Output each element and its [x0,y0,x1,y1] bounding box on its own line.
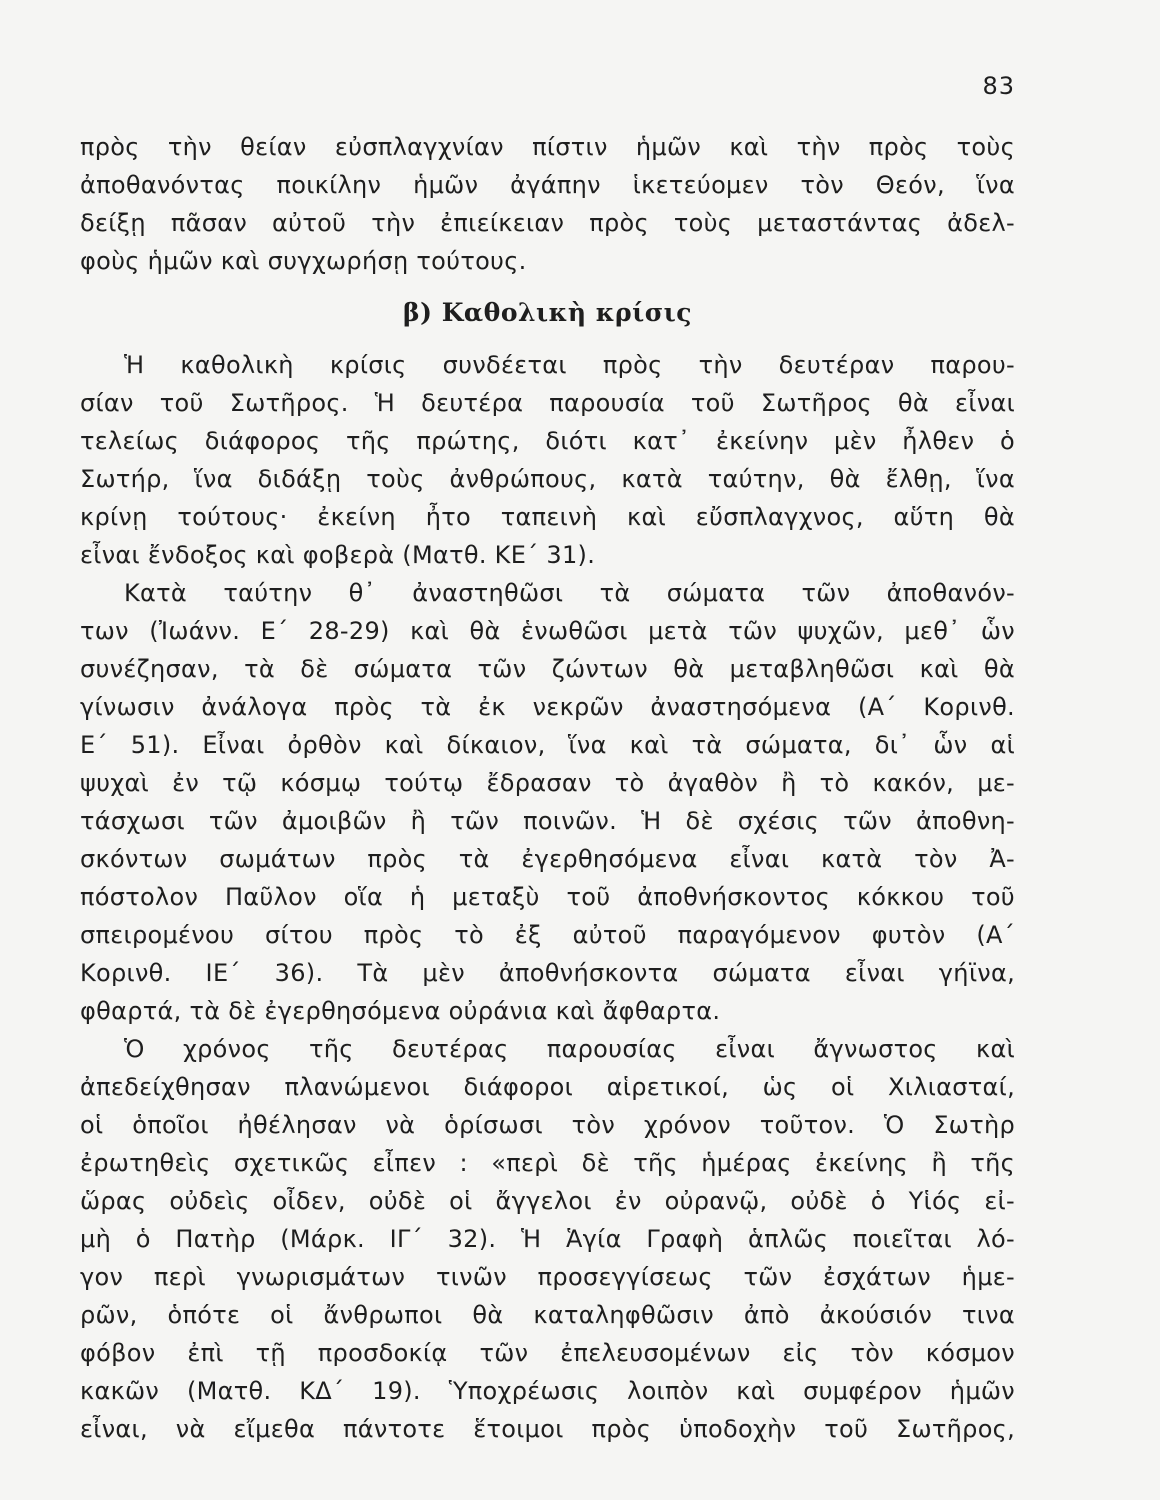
text-line: φθαρτά, τὰ δὲ ἐγερθησόμενα οὐράνια καὶ ἄφθαρτα. [80,997,721,1025]
text-line: συνέζησαν, τὰ δὲ σώματα τῶν ζώντων θὰ μεταβληθῶσι καὶ θὰ [80,655,1015,683]
paragraph-second-coming [80,346,1015,574]
paragraph-resurrection [80,574,1015,1030]
text-line: σκόντων σωμάτων πρὸς τὰ ἐγερθησόμενα εἶναι κατὰ τὸν Ἀ- [80,845,1015,873]
text-line: εἶναι, νὰ εἴμεθα πάντοτε ἕτοιμοι πρὸς ὑποδοχὴν τοῦ Σωτῆρος, [80,1415,1015,1443]
text-line: ρῶν, ὁπότε οἱ ἄνθρωποι θὰ καταληφθῶσιν ἀπὸ ἀκούσιόν τινα [80,1301,1015,1329]
text-line: δείξῃ πᾶσαν αὐτοῦ τὴν ἐπιείκειαν πρὸς τοὺς μεταστάντας ἀδελ- [80,209,1015,237]
text-line: γίνωσιν ἀνάλογα πρὸς τὰ ἐκ νεκρῶν ἀναστησόμενα (Α΄ Κορινθ. [80,693,1015,721]
text-line: ἐρωτηθεὶς σχετικῶς εἶπεν : «περὶ δὲ τῆς ἡμέρας ἐκείνης ἢ τῆς [80,1149,1015,1177]
text-line: Ἡ καθολικὴ κρίσις συνδέεται πρὸς τὴν δευτέραν παρου- [124,351,1015,379]
text-line: σίαν τοῦ Σωτῆρος. Ἡ δευτέρα παρουσία τοῦ Σωτῆρος θὰ εἶναι [80,389,1015,417]
text-line: πρὸς τὴν θείαν εὐσπλαγχνίαν πίστιν ἡμῶν καὶ τὴν πρὸς τοὺς [80,133,1015,161]
text-line: τάσχωσι τῶν ἀμοιβῶν ἢ τῶν ποινῶν. Ἡ δὲ σχέσις τῶν ἀποθνη- [80,807,1015,835]
text-line: ὥρας οὐδεὶς οἶδεν, οὐδὲ οἱ ἄγγελοι ἐν οὐρανῷ, οὐδὲ ὁ Υἱός εἰ- [80,1187,1015,1215]
text-line: ψυχαὶ ἐν τῷ κόσμῳ τούτῳ ἔδρασαν τὸ ἀγαθὸν ἢ τὸ κακόν, με- [80,769,1015,797]
section-heading-title: Καθολικὴ κρίσις [441,298,692,327]
text-line: μὴ ὁ Πατὴρ (Μάρκ. ΙΓ΄ 32). Ἡ Ἁγία Γραφὴ ἁπλῶς ποιεῖται λό- [80,1225,1015,1253]
text-line: οἱ ὁποῖοι ἠθέλησαν νὰ ὁρίσωσι τὸν χρόνον τοῦτον. Ὁ Σωτὴρ [80,1111,1015,1139]
paragraph-time-of-coming [80,1030,1015,1448]
text-line: φόβον ἐπὶ τῇ προσδοκίᾳ τῶν ἐπελευσομένων εἰς τὸν κόσμον [80,1339,1015,1367]
section-heading [80,280,1015,346]
text-line: Ὁ χρόνος τῆς δευτέρας παρουσίας εἶναι ἄγνωστος καὶ [124,1035,1015,1063]
text-line: κρίνῃ τούτους· ἐκείνη ἦτο ταπεινὴ καὶ εὔσπλαγχνος, αὕτη θὰ [80,503,1015,531]
text-line: τελείως διάφορος τῆς πρώτης, διότι κατ᾽ ἐκείνην μὲν ἦλθεν ὁ [80,427,1015,455]
text-line: ἀπεδείχθησαν πλανώμενοι διάφοροι αἱρετικοί, ὡς οἱ Χιλιασταί, [80,1073,1015,1101]
text-line: πόστολον Παῦλον οἵα ἡ μεταξὺ τοῦ ἀποθνήσκοντος κόκκου τοῦ [80,883,1015,911]
text-line: Ε΄ 51). Εἶναι ὀρθὸν καὶ δίκαιον, ἵνα καὶ τὰ σώματα, δι᾽ ὧν αἱ [80,731,1015,759]
text-line: Σωτήρ, ἵνα διδάξῃ τοὺς ἀνθρώπους, κατὰ ταύτην, θὰ ἔλθῃ, ἵνα [80,465,1015,493]
text-line: σπειρομένου σίτου πρὸς τὸ ἐξ αὐτοῦ παραγόμενον φυτὸν (Α΄ [80,921,1015,949]
text-line: εἶναι ἔνδοξος καὶ φοβερὰ (Ματθ. ΚΕ΄ 31). [80,541,596,569]
text-line: Κατὰ ταύτην θ᾽ ἀναστηθῶσι τὰ σώματα τῶν ἀποθανόν- [124,579,1015,607]
text-line: Κορινθ. ΙΕ΄ 36). Τὰ μὲν ἀποθνήσκοντα σώματα εἶναι γήϊνα, [80,959,1015,987]
text-line: των (Ἰωάνν. Ε΄ 28-29) καὶ θὰ ἑνωθῶσι μετὰ τῶν ψυχῶν, μεθ᾽ ὧν [80,617,1015,645]
section-heading-label: β) [403,298,433,327]
text-line: κακῶν (Ματθ. ΚΔ΄ 19). Ὑποχρέωσις λοιπὸν καὶ συμφέρον ἡμῶν [80,1377,1015,1405]
text-line: ἀποθανόντας ποικίλην ἡμῶν ἀγάπην ἱκετεύομεν τὸν Θεόν, ἵνα [80,171,1015,199]
page-text [80,128,1015,1448]
page-number: 83 [982,72,1015,100]
text-line: φοὺς ἡμῶν καὶ συγχωρήσῃ τούτους. [80,247,527,275]
text-line: γον περὶ γνωρισμάτων τινῶν προσεγγίσεως τῶν ἐσχάτων ἡμε- [80,1263,1015,1291]
paragraph-continuation [80,128,1015,280]
